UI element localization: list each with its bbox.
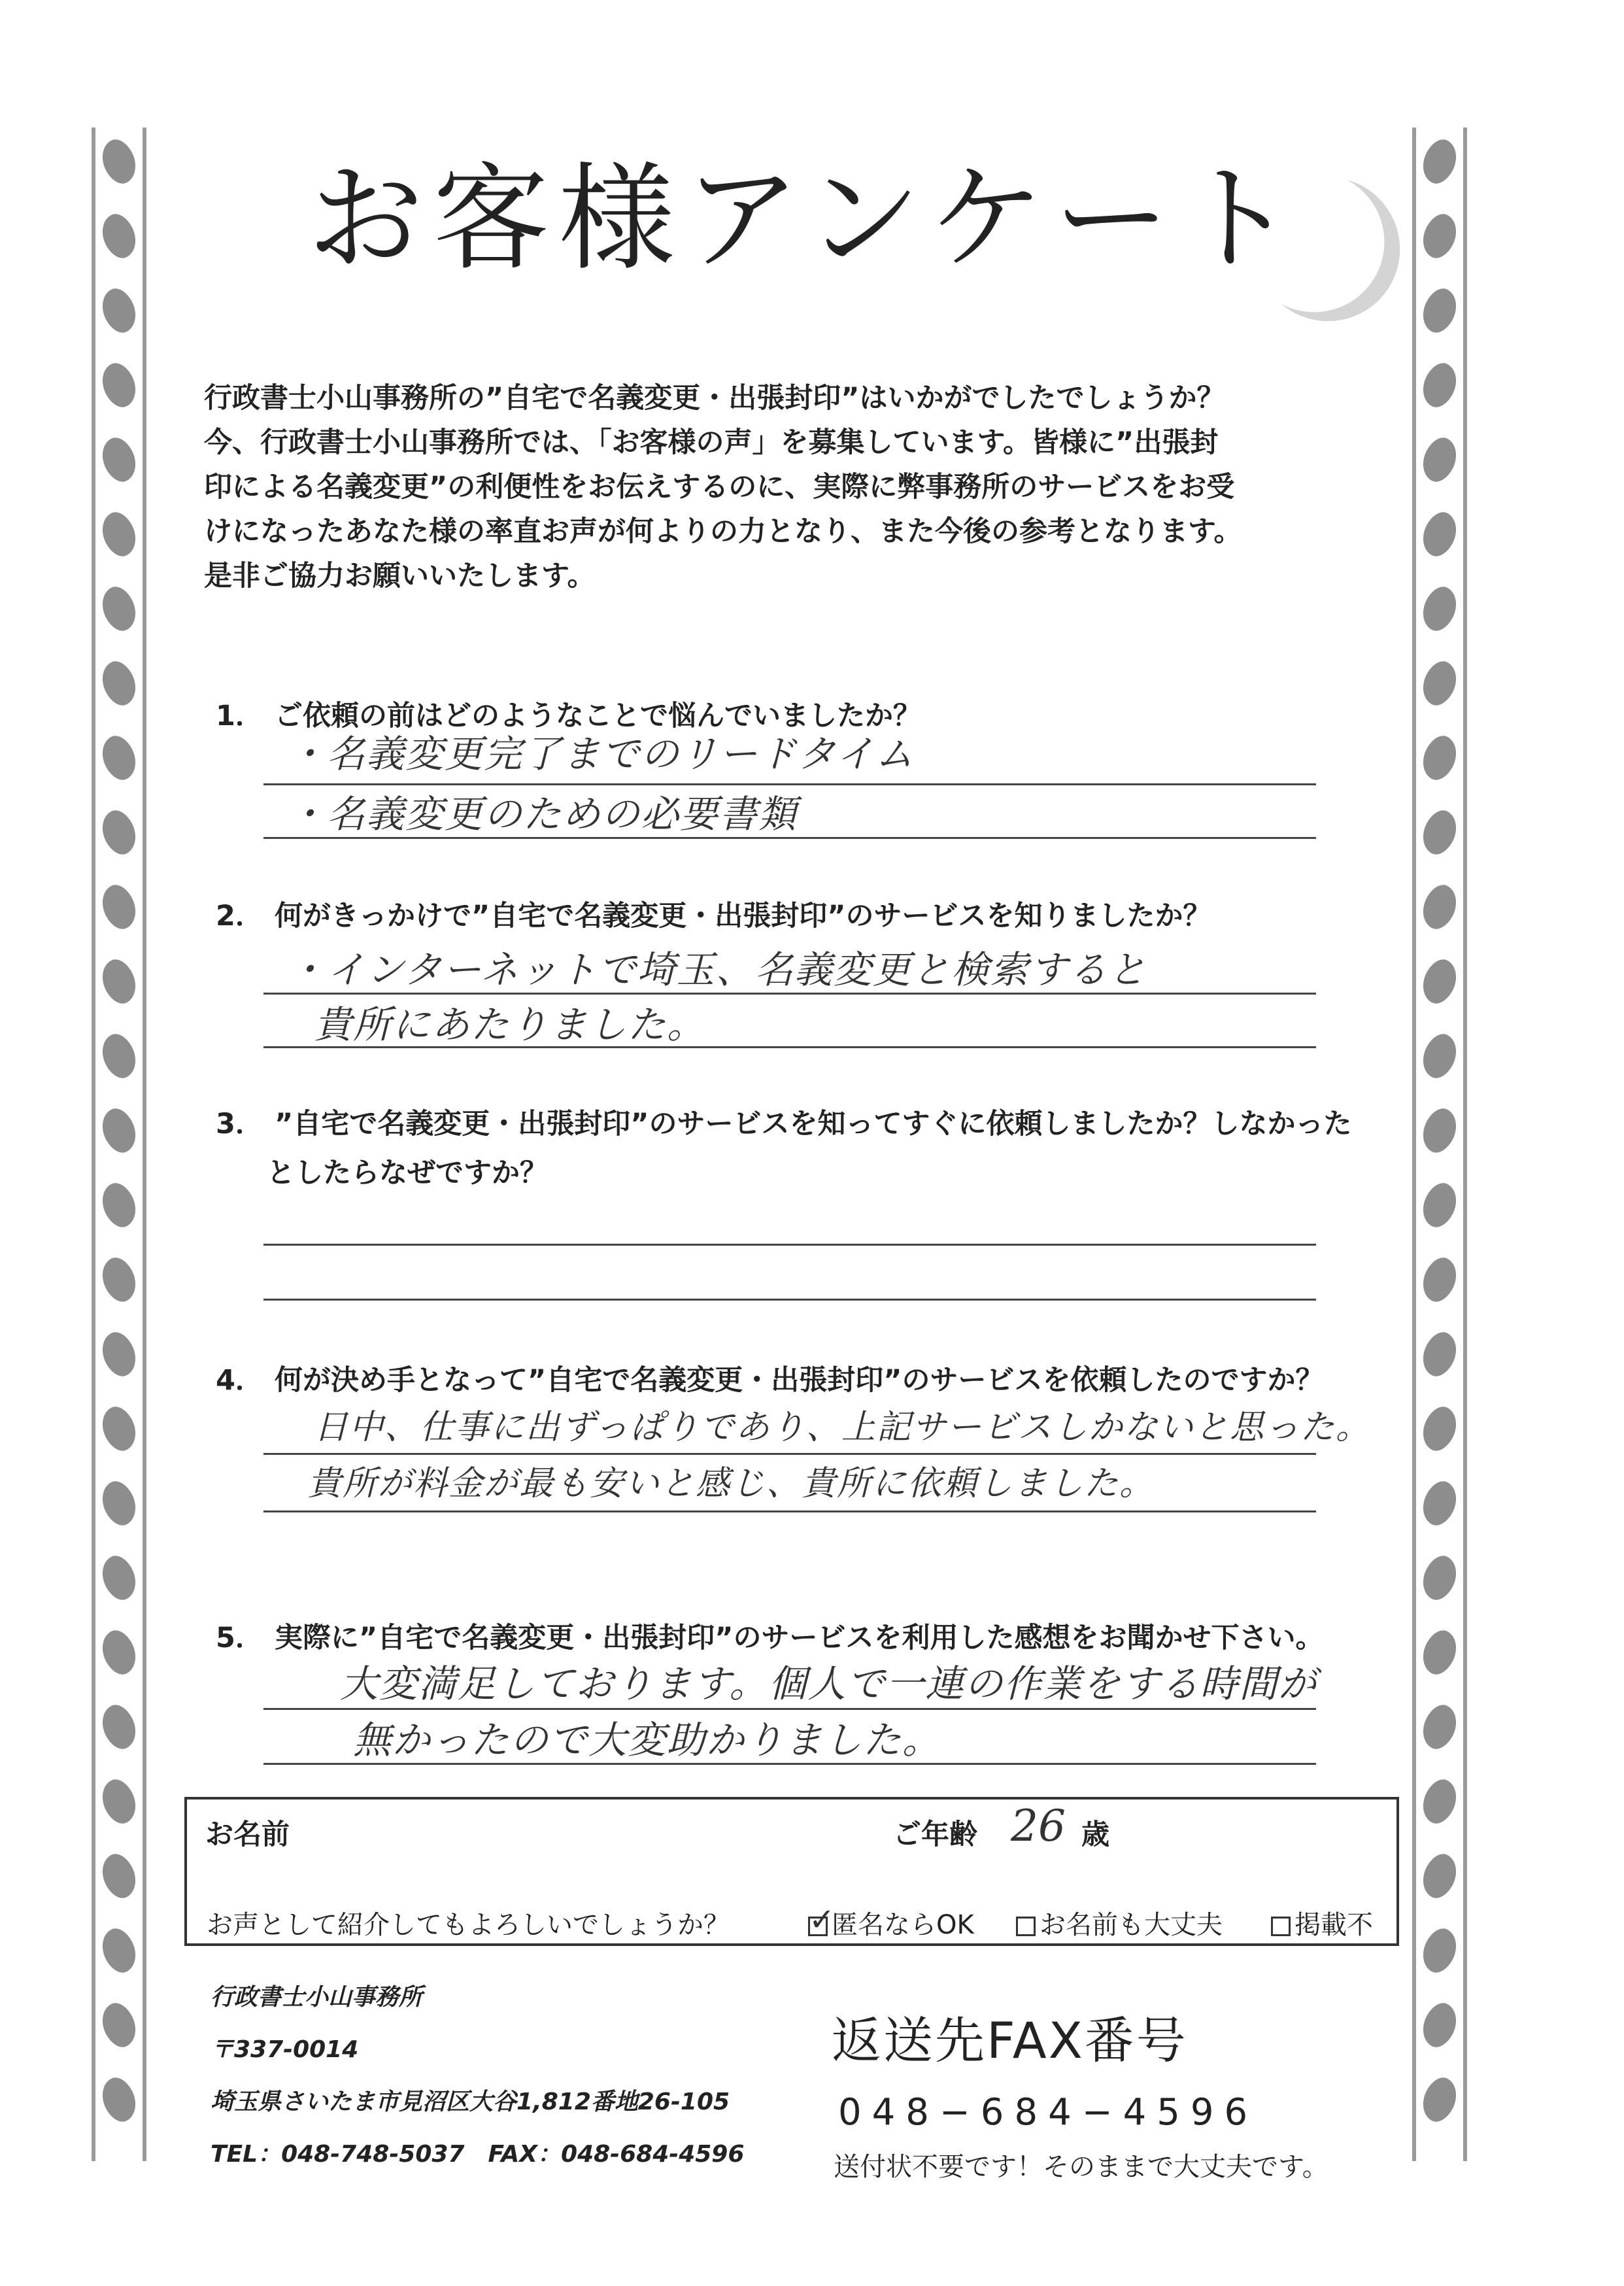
leaf-ornament-icon xyxy=(1415,358,1464,413)
leaf-ornament-icon xyxy=(1415,1476,1464,1531)
leaf-ornament-icon xyxy=(1415,1998,1464,2053)
name-label: お名前 xyxy=(205,1818,290,1851)
leaf-ornament-icon xyxy=(95,1029,143,1083)
answer-text: 大変満足しております。個人で一連の作業をする時間が xyxy=(340,1662,1318,1706)
answer-line[interactable] xyxy=(263,1708,1316,1710)
left-leaf-border xyxy=(92,128,146,2161)
answer-line[interactable] xyxy=(263,1299,1316,1301)
leaf-ornament-icon xyxy=(95,284,143,338)
question-3 xyxy=(216,1102,1352,1146)
leaf-ornament-icon xyxy=(1415,657,1464,711)
question-2 xyxy=(216,895,1211,938)
consent-option-anonymous[interactable] xyxy=(808,1904,974,1941)
intro-line: 是非ご協力お願いいたします。 xyxy=(204,560,596,592)
question-text: ”自宅で名義変更・出張封印”のサービスを知ってすぐに依頼しましたか？しなかった xyxy=(275,1108,1352,1140)
leaf-ornament-icon xyxy=(95,582,143,636)
question-text: 何が決め手となって”自宅で名義変更・出張封印”のサービスを依頼したのですか？ xyxy=(275,1364,1324,1397)
question-3-continuation: としたらなぜですか？ xyxy=(267,1157,548,1189)
answer-line[interactable] xyxy=(263,783,1316,785)
office-name: 行政書士小山事務所 xyxy=(211,1984,423,2011)
answer-text: ・インターネットで埼玉、名義変更と検索すると xyxy=(288,947,1147,992)
checkbox[interactable] xyxy=(1016,1917,1036,1936)
consent-option-name-ok[interactable] xyxy=(1016,1904,1223,1941)
leaf-ornament-icon xyxy=(95,1924,143,1978)
return-fax-number: 048−684−4596 xyxy=(838,2091,1259,2134)
crescent-moon-icon xyxy=(1275,173,1406,330)
leaf-ornament-icon xyxy=(95,1327,143,1382)
intro-line: 行政書士小山事務所の”自宅で名義変更・出張封印”はいかがでしたでしょうか？ xyxy=(204,382,1225,415)
leaf-ornament-icon xyxy=(1415,284,1464,338)
check-icon: ✓ xyxy=(809,1902,836,1938)
leaf-ornament-icon xyxy=(95,731,143,785)
leaf-ornament-icon xyxy=(95,433,143,487)
intro-line: 印による名義変更”の利便性をお伝えするのに、実際に弊事務所のサービスをお受 xyxy=(204,471,1235,503)
age-unit: 歳 xyxy=(1081,1818,1109,1851)
answer-line[interactable] xyxy=(263,1510,1316,1512)
leaf-ornament-icon xyxy=(1415,1402,1464,1456)
leaf-ornament-icon xyxy=(95,507,143,562)
question-number: 1． xyxy=(216,700,263,732)
leaf-ornament-icon xyxy=(1415,433,1464,487)
leaf-ornament-icon xyxy=(95,1551,143,1605)
option-label: 掲載不 xyxy=(1294,1910,1373,1940)
leaf-ornament-icon xyxy=(1415,507,1464,562)
intro-paragraph xyxy=(204,376,1315,598)
leaf-ornament-icon xyxy=(1415,1775,1464,1829)
answer-line[interactable] xyxy=(263,1453,1316,1455)
leaf-ornament-icon xyxy=(95,657,143,711)
question-text: ご依頼の前はどのようなことで悩んでいましたか？ xyxy=(275,700,921,732)
office-tel-fax: TEL：048-748-5037 FAX：048-684-4596 xyxy=(211,2141,745,2168)
leaf-ornament-icon xyxy=(95,1849,143,1903)
survey-title: お客様アンケート xyxy=(307,151,1305,286)
leaf-ornament-icon xyxy=(95,1402,143,1456)
leaf-ornament-icon xyxy=(1415,1924,1464,1978)
question-4 xyxy=(216,1359,1324,1402)
checkbox[interactable] xyxy=(1271,1917,1291,1936)
leaf-ornament-icon xyxy=(1415,1104,1464,1158)
question-number: 4． xyxy=(216,1364,263,1397)
leaf-ornament-icon xyxy=(95,2073,143,2127)
answer-text: 貴所にあたりました。 xyxy=(314,1002,707,1047)
consent-option-decline[interactable] xyxy=(1271,1904,1373,1941)
leaf-ornament-icon xyxy=(95,1775,143,1829)
leaf-ornament-icon xyxy=(1415,1253,1464,1307)
leaf-ornament-icon xyxy=(95,880,143,934)
intro-line: 今、行政書士小山事務所では、「お客様の声」を募集しています。皆様に”出張封 xyxy=(204,426,1219,459)
answer-line[interactable] xyxy=(263,1046,1316,1048)
leaf-ornament-icon xyxy=(1415,582,1464,636)
leaf-ornament-icon xyxy=(95,1700,143,1754)
question-text: 実際に”自宅で名義変更・出張封印”のサービスを利用した感想をお聞かせ下さい。 xyxy=(275,1622,1324,1654)
leaf-ornament-icon xyxy=(95,806,143,860)
leaf-ornament-icon xyxy=(95,1104,143,1158)
leaf-ornament-icon xyxy=(1415,1700,1464,1754)
answer-text: ・名義変更完了までのリードタイム xyxy=(288,732,915,776)
office-postal: 〒337-0014 xyxy=(211,2036,359,2063)
leaf-ornament-icon xyxy=(1415,1551,1464,1605)
question-number: 2． xyxy=(216,900,263,932)
leaf-ornament-icon xyxy=(95,1253,143,1307)
leaf-ornament-icon xyxy=(1415,1849,1464,1903)
leaf-ornament-icon xyxy=(95,1476,143,1531)
question-text: 何がきっかけで”自宅で名義変更・出張封印”のサービスを知りましたか？ xyxy=(275,900,1211,932)
option-label: お名前も大丈夫 xyxy=(1040,1910,1223,1940)
checkbox[interactable] xyxy=(808,1902,836,1938)
leaf-ornament-icon xyxy=(1415,1327,1464,1382)
return-fax-note: 送付状不要です！そのままで大丈夫です。 xyxy=(834,2152,1328,2182)
right-leaf-border xyxy=(1412,128,1467,2161)
office-info xyxy=(211,1971,744,2181)
leaf-ornament-icon xyxy=(95,209,143,264)
option-label: 匿名ならOK xyxy=(832,1910,974,1940)
leaf-ornament-icon xyxy=(95,955,143,1009)
return-fax-title: 返送先FAX番号 xyxy=(832,2011,1188,2070)
answer-text: 日中、仕事に出ずっぱりであり、上記サービスしかないと思った。 xyxy=(314,1408,1371,1447)
leaf-ornament-icon xyxy=(95,1998,143,2053)
answer-line[interactable] xyxy=(263,993,1316,995)
consent-question: お声として紹介してもよろしいでしょうか？ xyxy=(207,1910,730,1940)
leaf-ornament-icon xyxy=(1415,1178,1464,1233)
leaf-ornament-icon xyxy=(1415,209,1464,264)
answer-line[interactable] xyxy=(263,1763,1316,1765)
leaf-ornament-icon xyxy=(1415,880,1464,934)
respondent-info-box xyxy=(184,1797,1399,1946)
leaf-ornament-icon xyxy=(95,358,143,413)
answer-line[interactable] xyxy=(263,837,1316,839)
leaf-ornament-icon xyxy=(95,1178,143,1233)
leaf-ornament-icon xyxy=(1415,731,1464,785)
answer-text: 貴所が料金が最も安いと感じ、貴所に依頼しました。 xyxy=(307,1464,1155,1503)
leaf-ornament-icon xyxy=(1415,1626,1464,1680)
intro-line: けになったあなた様の率直お声が何よりの力となり、また今後の参考となります。 xyxy=(204,515,1242,548)
leaf-ornament-icon xyxy=(1415,1029,1464,1083)
question-5 xyxy=(216,1616,1324,1660)
leaf-ornament-icon xyxy=(95,1626,143,1680)
answer-line[interactable] xyxy=(263,1244,1316,1246)
leaf-ornament-icon xyxy=(1415,806,1464,860)
question-number: 3． xyxy=(216,1108,263,1140)
age-label: ご年齢 xyxy=(893,1818,977,1851)
age-value[interactable]: 26 xyxy=(1011,1801,1066,1851)
office-address: 埼玉県さいたま市見沼区大谷1,812番地26-105 xyxy=(211,2089,730,2115)
question-number: 5． xyxy=(216,1622,263,1654)
leaf-ornament-icon xyxy=(95,135,143,189)
leaf-ornament-icon xyxy=(1415,135,1464,189)
leaf-ornament-icon xyxy=(1415,955,1464,1009)
answer-text: ・名義変更のための必要書類 xyxy=(288,792,798,836)
leaf-ornament-icon xyxy=(1415,2073,1464,2127)
answer-text: 無かったので大変助かりました。 xyxy=(353,1718,942,1762)
